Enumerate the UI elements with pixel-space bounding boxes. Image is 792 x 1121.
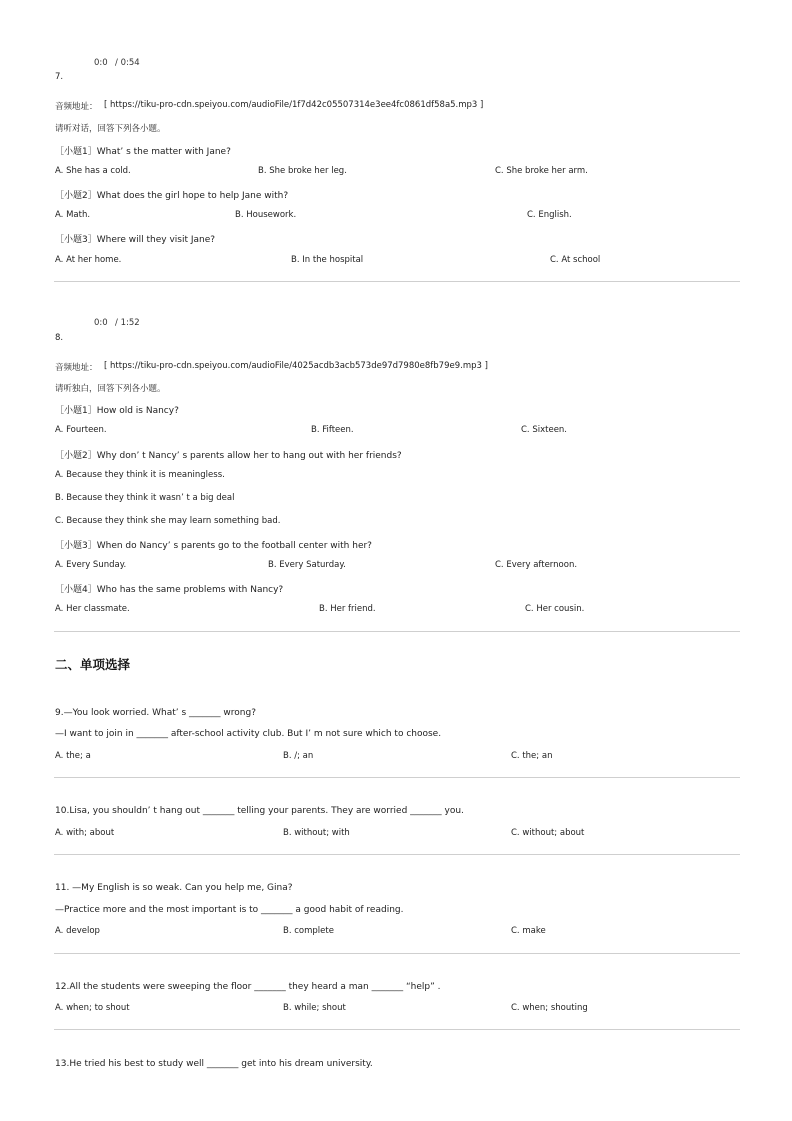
option-b[interactable]: B. complete (283, 926, 334, 936)
audio-url-label: 音频地址： (55, 102, 98, 112)
divider (54, 281, 740, 282)
option-b[interactable]: B. while; shout (283, 1003, 346, 1013)
option-c[interactable]: C. Her cousin. (525, 604, 585, 614)
section-title: 二、单项选择 (55, 657, 131, 672)
option-b[interactable]: B. /; an (283, 751, 314, 761)
subquestion-2: ［小题2］Why don’ t Nancy’ s parents allow her to hang out with her friends? (55, 451, 402, 461)
option-a[interactable]: A. Every Sunday. (55, 560, 127, 570)
instruction: 请听对话，回答下列各小题。 (55, 124, 166, 134)
divider (54, 1029, 740, 1030)
option-b[interactable]: B. She broke her leg. (258, 166, 347, 176)
option-a[interactable]: A. She has a cold. (55, 166, 131, 176)
audio-url[interactable]: [ https://tiku-pro-cdn.speiyou.com/audioFile/1f7d42c05507314e3ee4fc0861df58a5.mp3 ] (104, 100, 484, 110)
audio-duration: / 0:54 (115, 58, 140, 68)
option-a[interactable]: A. develop (55, 926, 100, 936)
subquestion-2: ［小题2］What does the girl hope to help Jane with? (55, 191, 289, 201)
option-c[interactable]: C. Because they think she may learn something bad. (55, 516, 281, 526)
option-a[interactable]: A. with; about (55, 828, 115, 838)
option-b[interactable]: B. In the hospital (291, 255, 364, 265)
instruction: 请听独白，回答下列各小题。 (55, 384, 166, 394)
subquestion-1: ［小题1］How old is Nancy? (55, 406, 179, 416)
option-a[interactable]: A. Because they think it is meaningless. (55, 470, 225, 480)
option-c[interactable]: C. make (511, 926, 546, 936)
option-c[interactable]: C. English. (527, 210, 572, 220)
question-text: —I want to join in _______ after-school activity club. But I’ m not sure which to choose. (55, 729, 442, 739)
audio-current-time: 0:0 (94, 318, 108, 328)
divider (54, 777, 740, 778)
option-b[interactable]: B. Fifteen. (311, 425, 354, 435)
audio-url[interactable]: [ https://tiku-pro-cdn.speiyou.com/audioFile/4025acdb3acb573de97d7980e8fb79e9.mp3 ] (104, 361, 488, 371)
question-number: 7. (55, 72, 64, 82)
option-a[interactable]: A. Fourteen. (55, 425, 107, 435)
option-a[interactable]: A. when; to shout (55, 1003, 130, 1013)
option-c[interactable]: C. She broke her arm. (495, 166, 588, 176)
question-number: 8. (55, 333, 64, 343)
divider (54, 854, 740, 855)
option-a[interactable]: A. the; a (55, 751, 91, 761)
question-text: 11. —My English is so weak. Can you help me, Gina? (55, 883, 293, 893)
option-b[interactable]: B. Her friend. (319, 604, 376, 614)
option-c[interactable]: C. At school (550, 255, 601, 265)
divider (54, 631, 740, 632)
divider (54, 953, 740, 954)
question-text: 9.—You look worried. What’ s _______ wrong? (55, 708, 256, 718)
option-a[interactable]: A. Her classmate. (55, 604, 130, 614)
option-c[interactable]: C. Every afternoon. (495, 560, 578, 570)
option-b[interactable]: B. without; with (283, 828, 350, 838)
option-c[interactable]: C. without; about (511, 828, 585, 838)
question-text: 13.He tried his best to study well _______ get into his dream university. (55, 1059, 373, 1069)
subquestion-4: ［小题4］Who has the same problems with Nancy? (55, 585, 284, 595)
option-a[interactable]: A. Math. (55, 210, 91, 220)
audio-url-label: 音频地址： (55, 363, 98, 373)
subquestion-3: ［小题3］When do Nancy’ s parents go to the football center with her? (55, 541, 372, 551)
option-c[interactable]: C. Sixteen. (521, 425, 568, 435)
option-a[interactable]: A. At her home. (55, 255, 122, 265)
question-text: 10.Lisa, you shouldn’ t hang out _______ telling your parents. They are worried _______ you. (55, 806, 464, 816)
subquestion-3: ［小题3］Where will they visit Jane? (55, 235, 216, 245)
question-text: —Practice more and the most important is to _______ a good habit of reading. (55, 905, 404, 915)
audio-duration: / 1:52 (115, 318, 140, 328)
option-c[interactable]: C. the; an (511, 751, 553, 761)
question-text: 12.All the students were sweeping the floor _______ they heard a man _______ “help” . (55, 982, 441, 992)
audio-current-time: 0:0 (94, 58, 108, 68)
subquestion-1: ［小题1］What’ s the matter with Jane? (55, 147, 231, 157)
option-b[interactable]: B. Every Saturday. (268, 560, 346, 570)
option-c[interactable]: C. when; shouting (511, 1003, 588, 1013)
option-b[interactable]: B. Because they think it wasn’ t a big deal (55, 493, 235, 503)
option-b[interactable]: B. Housework. (235, 210, 297, 220)
